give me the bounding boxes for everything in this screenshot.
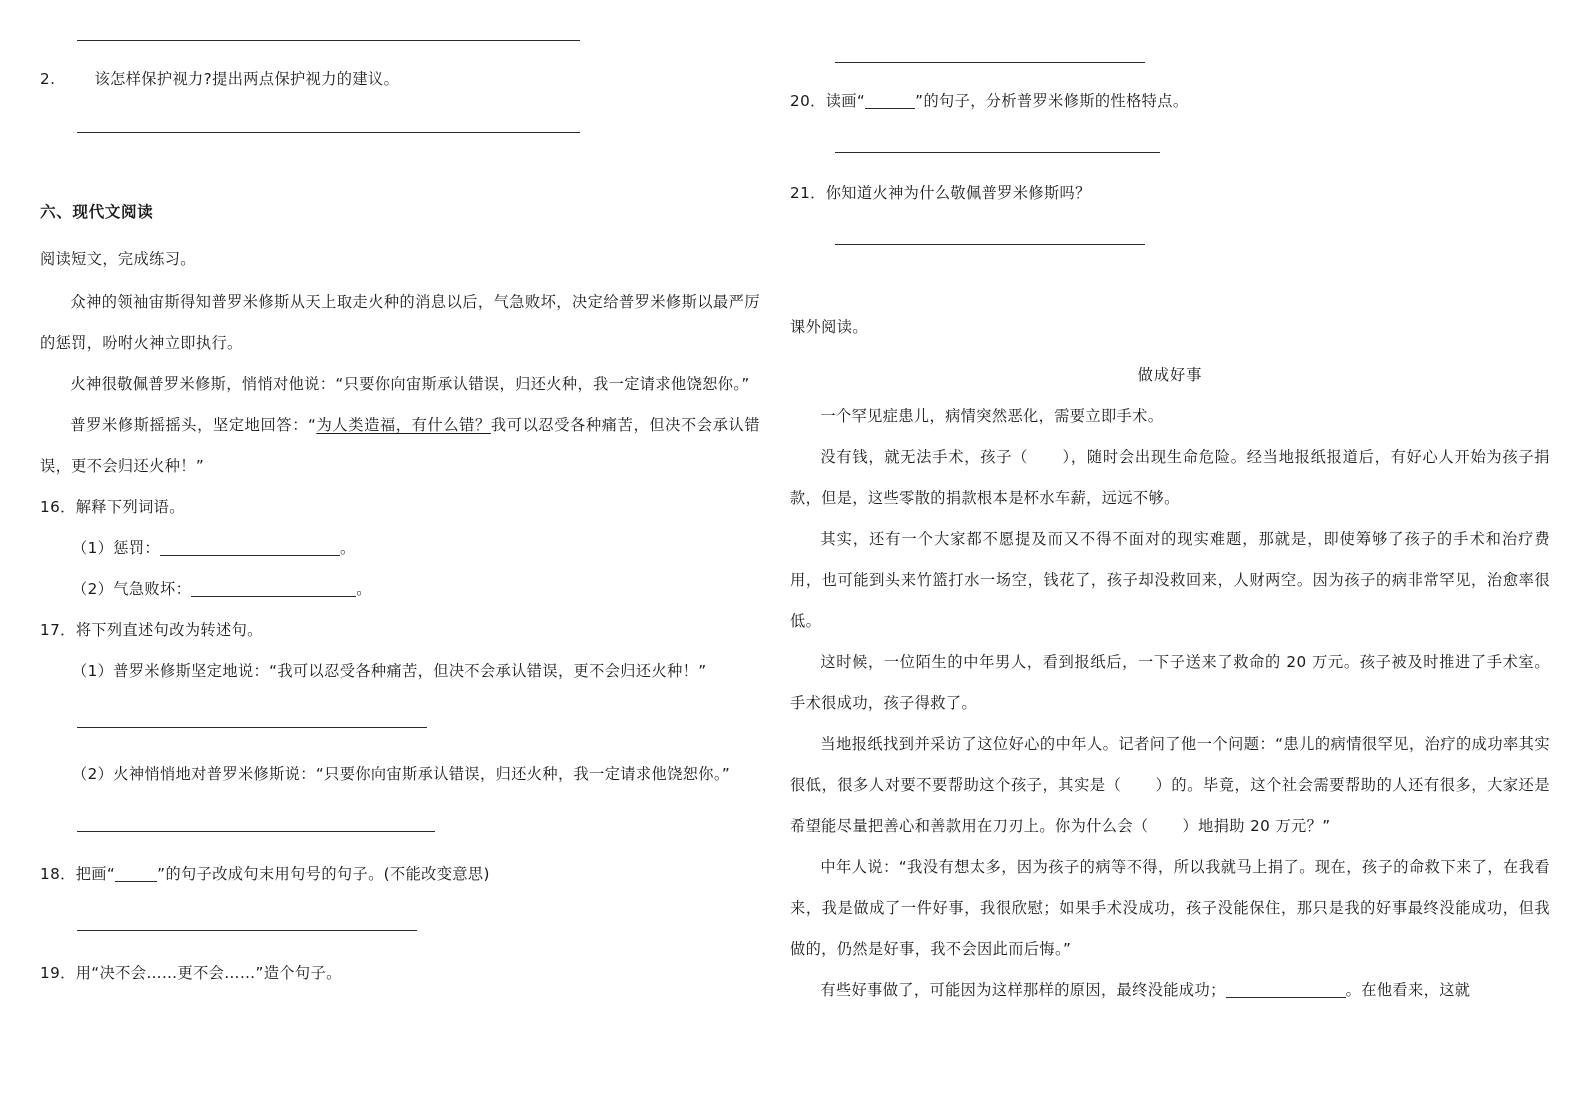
section-heading: 六、现代文阅读 <box>40 203 154 221</box>
section-instruction: 阅读短文，完成练习。 <box>40 250 196 268</box>
article-paragraph-4: 这时候，一位陌生的中年男人，看到报纸后，一下子送来了救命的 20 万元。孩子被及时推进了手术室。手术很成功，孩子得救了。 <box>790 653 1550 712</box>
answer-rule-q21 <box>835 244 1145 245</box>
question-21-text: 你知道火神为什么敬佩普罗米修斯吗？ <box>825 184 1091 202</box>
passage-p3-before: 普罗米修斯摇摇头，坚定地回答：“ <box>70 416 317 434</box>
question-19-number: 19． <box>40 964 76 982</box>
article-p5-part-a: 当地报纸找到并采访了这位好心的中年人。记者问了他一个问题：“患儿的病情很罕见，治疗的成功率其实很低，很多人对要不要帮助这个孩子，其实是（ <box>790 735 1550 794</box>
question-17-number: 17． <box>40 621 76 639</box>
question-16-item-2 <box>40 569 760 610</box>
article-p7-part-b: 。在他看来，这就 <box>1345 981 1471 999</box>
answer-rule-q20 <box>835 152 1160 153</box>
question-16-item-1-label: （1）惩罚： <box>72 539 161 557</box>
answer-rule-q18 <box>77 930 417 931</box>
question-2-text: 该怎样保护视力?提出两点保护视力的建议。 <box>94 70 400 88</box>
question-16-number: 16． <box>40 498 76 516</box>
question-21-number: 21． <box>790 184 826 202</box>
article-paragraph-7 <box>790 970 1550 1011</box>
question-17 <box>40 610 760 651</box>
question-16-item-2-trailing: 。 <box>356 580 372 598</box>
article-p7-inline-blank[interactable] <box>1226 997 1346 998</box>
article-paragraph-3: 其实，还有一个大家都不愿提及而又不得不面对的现实难题，那就是，即使筹够了孩子的手术和治疗费用，也可能到头来竹篮打水一场空，钱花了，孩子却没救回来，人财两空。因为孩子的病非常罕见，治愈率很低。 <box>790 530 1550 630</box>
question-17-text: 将下列直述句改为转述句。 <box>75 621 263 639</box>
passage-p3-underlined-sentence: 为人类造福，有什么错？ <box>316 416 491 434</box>
question-19 <box>40 953 760 994</box>
question-2 <box>40 59 760 100</box>
question-20-before: 读画“ <box>825 92 866 110</box>
question-18-inline-blank <box>115 881 157 882</box>
answer-rule-q19 <box>835 62 1145 63</box>
question-20 <box>790 81 1550 122</box>
passage-paragraph-1: 众神的领袖宙斯得知普罗米修斯从天上取走火种的消息以后，气急败坏，决定给普罗米修斯以最严厉的惩罚，吩咐火神立即执行。 <box>40 293 760 352</box>
article-p5-part-c: ）地捐助 20 万元？” <box>1182 817 1331 835</box>
question-18-after: ”的句子改成句末用句号的句子。(不能改变意思) <box>157 865 490 883</box>
question-20-inline-blank <box>865 108 915 109</box>
left-column <box>40 0 760 994</box>
extracurricular-reading-label: 课外阅读。 <box>790 318 868 336</box>
article-p5-part-b: ）的。毕竟，这个社会需要帮助的人还有很多，大家还是希望能尽量把善心和善款用在刀刃上。你为什么会（ <box>790 776 1550 835</box>
passage-p3-after: 我可以忍受各种痛苦，但决不会承认错误，更不会归还火种！” <box>40 416 760 475</box>
article-paragraph-5 <box>790 724 1550 847</box>
question-20-after: ”的句子，分析普罗米修斯的性格特点。 <box>915 92 1189 110</box>
answer-rule-q1 <box>77 40 580 41</box>
question-17-item-1: （1）普罗米修斯坚定地说：“我可以忍受各种痛苦，但决不会承认错误，更不会归还火种！” <box>72 662 707 680</box>
answer-rule-17-2 <box>77 831 435 832</box>
answer-blank-16-1[interactable] <box>160 555 340 556</box>
question-16-item-1 <box>40 528 760 569</box>
question-19-text: 用“决不会……更不会……”造个句子。 <box>75 964 342 982</box>
answer-rule-17-1 <box>77 727 427 728</box>
article-p2-part-b: ），随时会出现生命危险。经当地报纸报道后，有好心人开始为孩子捐款，但是，这些零散的捐款根本是杯水车薪，远远不够。 <box>790 448 1550 507</box>
question-18-before: 把画“ <box>75 865 116 883</box>
article-p7-part-a: 有些好事做了，可能因为这样那样的原因，最终没能成功； <box>820 981 1226 999</box>
answer-rule-q2 <box>77 132 580 133</box>
answer-blank-16-2[interactable] <box>191 596 356 597</box>
article-paragraph-2 <box>790 437 1550 519</box>
question-20-number: 20． <box>790 92 826 110</box>
question-16-text: 解释下列词语。 <box>75 498 185 516</box>
question-16-item-1-trailing: 。 <box>340 539 356 557</box>
article-p2-part-a: 没有钱，就无法手术，孩子（ <box>820 448 1029 466</box>
article-title: 做成好事 <box>1137 366 1203 384</box>
question-16-item-2-label: （2）气急败坏： <box>72 580 192 598</box>
question-16 <box>40 487 760 528</box>
passage-paragraph-3 <box>40 405 760 487</box>
question-18 <box>40 854 760 895</box>
question-18-number: 18． <box>40 865 76 883</box>
question-17-item-2: （2）火神悄悄地对普罗米修斯说：“只要你向宙斯承认错误，归还火种，我一定请求他饶恕你。” <box>72 765 731 783</box>
article-paragraph-1: 一个罕见症患儿，病情突然恶化，需要立即手术。 <box>820 407 1164 425</box>
right-column <box>790 0 1550 1011</box>
passage-paragraph-2: 火神很敬佩普罗米修斯，悄悄对他说：“只要你向宙斯承认错误，归还火种，我一定请求他饶恕你。” <box>70 375 750 393</box>
article-paragraph-6: 中年人说：“我没有想太多，因为孩子的病等不得，所以我就马上捐了。现在，孩子的命救下来了，在我看来，我是做成了一件好事，我很欣慰；如果手术没成功，孩子没能保住，那只是我的好事最终没能成功，但我做的，仍然是好事，我不会因此而后悔。” <box>790 858 1550 958</box>
question-21 <box>790 173 1550 214</box>
question-2-number: 2. <box>40 70 56 88</box>
